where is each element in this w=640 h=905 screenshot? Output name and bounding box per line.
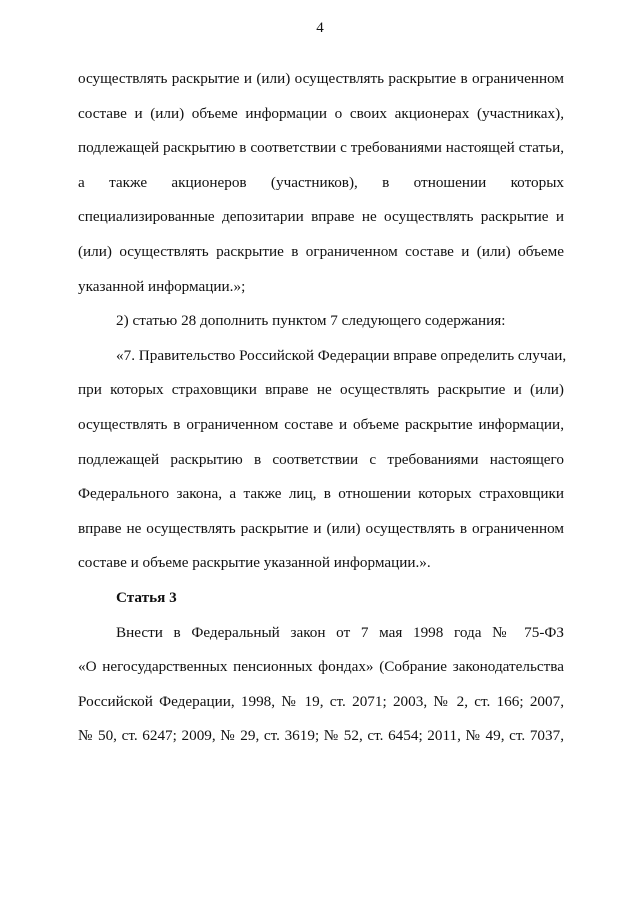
document-body bbox=[78, 66, 567, 758]
text-line: вправе не осуществлять раскрытие и (или) осуществлять в ограниченном bbox=[78, 519, 564, 537]
text-line: составе и (или) объеме информации о своих акционерах (участниках), bbox=[78, 104, 564, 122]
text-line: специализированные депозитарии вправе не осуществлять раскрытие и bbox=[78, 208, 564, 226]
text-line: «О негосударственных пенсионных фондах» (Собрание законодательства bbox=[78, 658, 564, 676]
text-line: Российской Федерации, 1998, № 19, ст. 2071; 2003, № 2, ст. 166; 2007, bbox=[78, 692, 564, 710]
text-line: (или) осуществлять раскрытие в ограниченном составе и (или) объеме bbox=[78, 242, 564, 260]
text-line: «7. Правительство Российской Федерации вправе определить случаи, bbox=[116, 346, 567, 364]
text-line: 2) статью 28 дополнить пунктом 7 следующего содержания: bbox=[116, 312, 506, 330]
text-line: указанной информации.»; bbox=[78, 277, 246, 295]
text-line: осуществлять в ограниченном составе и объеме раскрытие информации, bbox=[78, 415, 564, 433]
text-line: Внести в Федеральный закон от 7 мая 1998 года № 75-ФЗ bbox=[116, 623, 564, 641]
text-line: осуществлять раскрытие и (или) осуществлять раскрытие в ограниченном bbox=[78, 70, 564, 87]
page-number: 4 bbox=[316, 20, 324, 36]
text-line: подлежащей раскрытию в соответствии с требованиями настоящего bbox=[78, 450, 564, 468]
article-heading: Статья 3 bbox=[116, 588, 177, 606]
text-line: Федерального закона, а также лиц, в отношении которых страховщики bbox=[78, 485, 564, 503]
text-line: № 50, ст. 6247; 2009, № 29, ст. 3619; № 52, ст. 6454; 2011, № 49, ст. 7037, bbox=[78, 727, 564, 745]
text-line: составе и объеме раскрытие указанной информации.». bbox=[78, 554, 431, 572]
text-line: а также акционеров (участников), в отношении которых bbox=[78, 173, 564, 191]
text-line: при которых страховщики вправе не осуществлять раскрытие и (или) bbox=[78, 381, 564, 399]
text-line: подлежащей раскрытию в соответствии с требованиями настоящей статьи, bbox=[78, 139, 564, 157]
